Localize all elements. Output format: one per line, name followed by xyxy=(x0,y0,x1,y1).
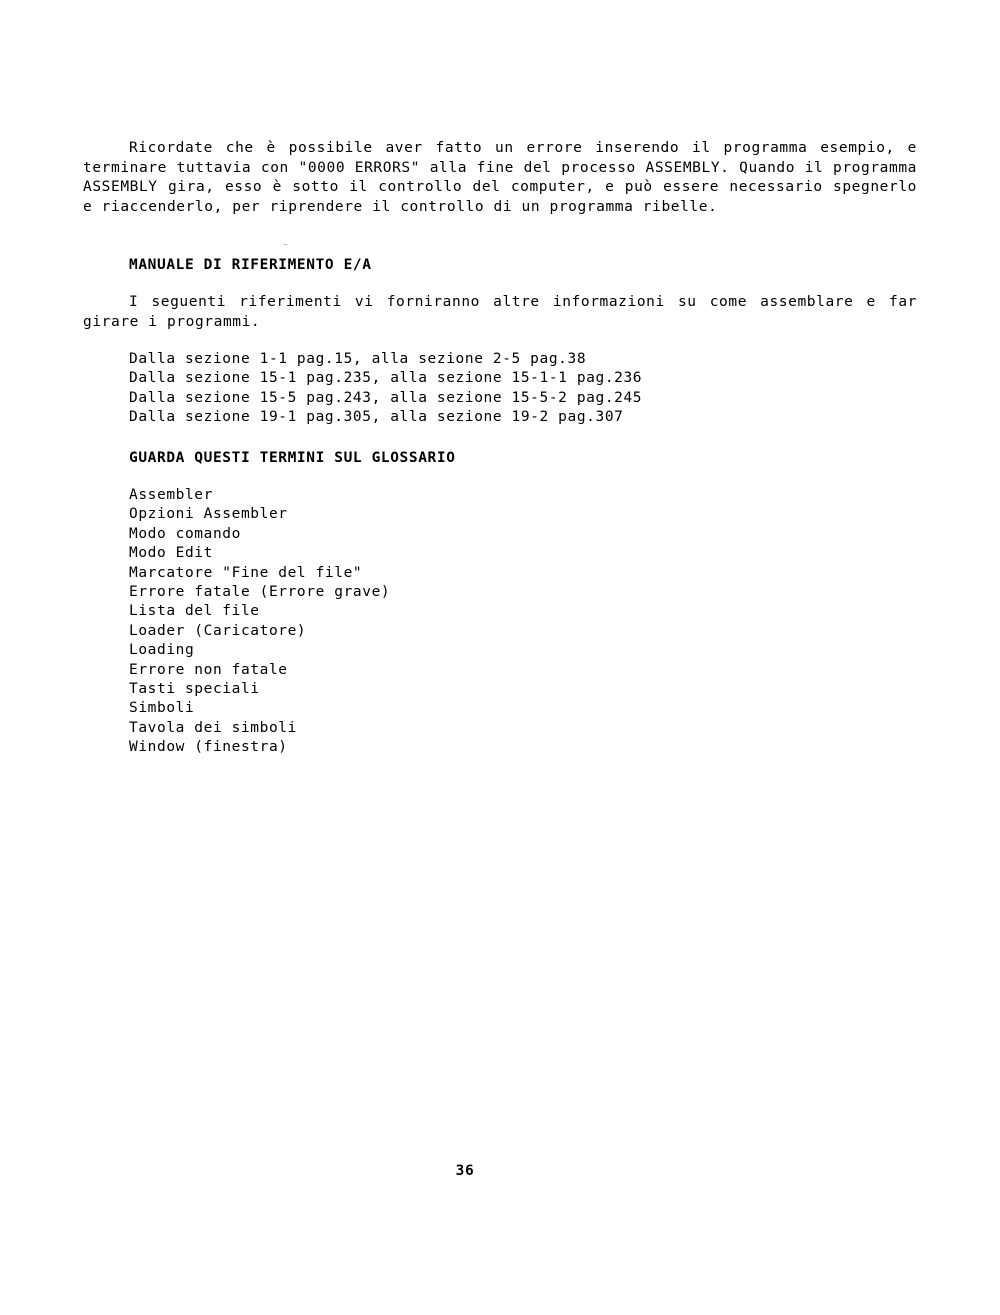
glossary-term: Modo Edit xyxy=(129,545,213,562)
scan-speck xyxy=(284,244,287,245)
references-intro-paragraph: I seguenti riferimenti vi forniranno altre informazioni su come assemblare e far girare i programmi. xyxy=(83,294,917,330)
glossary-term: Errore non fatale xyxy=(129,661,288,678)
glossary-term: Loading xyxy=(129,642,195,659)
references-list xyxy=(129,350,642,428)
manual-heading: MANUALE DI RIFERIMENTO E/A xyxy=(129,257,372,273)
glossary-term: Errore fatale (Errore grave) xyxy=(129,584,391,601)
reference-item: Dalla sezione 1-1 pag.15, alla sezione 2-5 pag.38 xyxy=(129,351,587,367)
glossary-term: Window (finestra) xyxy=(129,739,288,756)
glossary-term: Marcatore "Fine del file" xyxy=(129,564,363,581)
page-number: 36 xyxy=(455,1163,475,1179)
reference-item: Dalla sezione 15-5 pag.243, alla sezione 15-5-2 pag.245 xyxy=(129,389,643,406)
glossary-term: Assembler xyxy=(129,487,213,503)
glossary-term: Loader (Caricatore) xyxy=(129,622,307,639)
reference-item: Dalla sezione 19-1 pag.305, alla sezione 19-2 pag.307 xyxy=(129,409,624,426)
glossary-term: Simboli xyxy=(129,700,195,717)
glossary-term: Tavola dei simboli xyxy=(129,719,297,736)
reference-item: Dalla sezione 15-1 pag.235, alla sezione 15-1-1 pag.236 xyxy=(129,370,643,387)
glossary-term: Modo comando xyxy=(129,525,241,542)
glossary-terms-list xyxy=(129,486,390,758)
glossary-term: Opzioni Assembler xyxy=(129,506,288,523)
glossary-term: Tasti speciali xyxy=(129,681,260,698)
glossary-term: Lista del file xyxy=(129,603,260,620)
glossary-heading: GUARDA QUESTI TERMINI SUL GLOSSARIO xyxy=(129,450,456,466)
intro-paragraph: Ricordate che è possibile aver fatto un errore inserendo il programma esempio, e terminare tuttavia con "0000 ERRORS" alla fine del processo ASSEMBLY. Quando il programma ASSEMBLY gira, esso è sotto il controllo del computer, e può essere necessario spegnerlo e riaccenderlo, per riprendere il controllo di un programma ribelle. xyxy=(83,140,917,215)
